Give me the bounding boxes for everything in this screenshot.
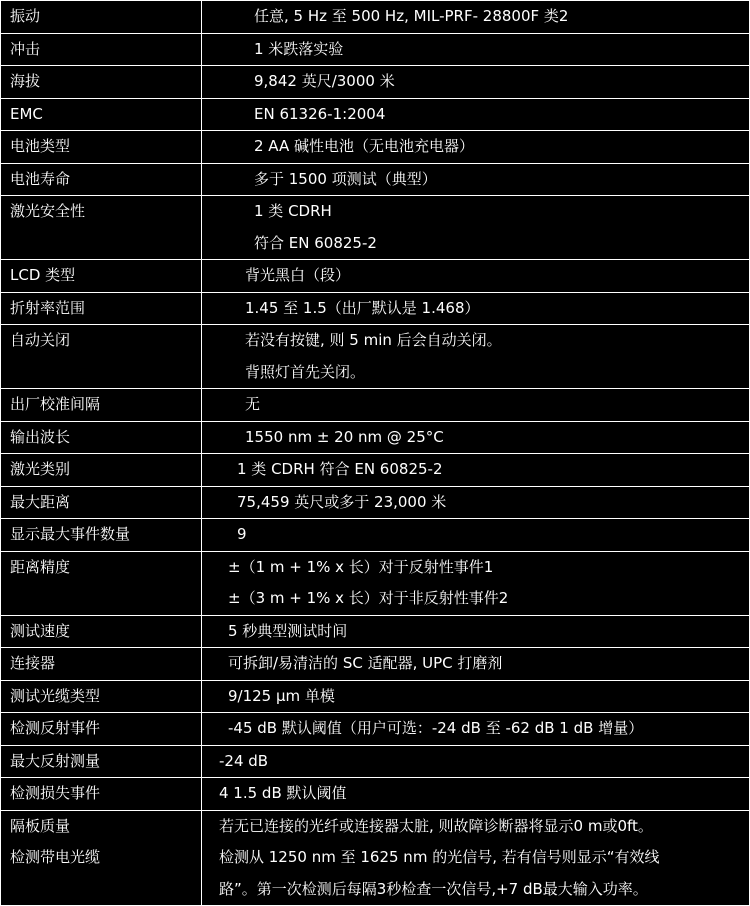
spec-label: 测试光缆类型 bbox=[10, 686, 101, 705]
spec-label: 冲击 bbox=[10, 39, 41, 58]
spec-row bbox=[1, 615, 750, 648]
spec-value: ±（1 m + 1% x 长）对于反射性事件1 bbox=[228, 557, 494, 576]
spec-value: 2 AA 碱性电池（无电池充电器） bbox=[254, 137, 475, 155]
spec-row bbox=[1, 325, 750, 389]
spec-value: 若无已连接的光纤或连接器太脏, 则故障诊断器将显示0 m或0ft。 bbox=[219, 816, 653, 835]
spec-value-cell bbox=[202, 421, 750, 454]
spec-label-cell bbox=[1, 131, 202, 164]
spec-value-cell bbox=[202, 98, 750, 131]
spec-value: -45 dB 默认阈值（用户可选：-24 dB 至 -62 dB 1 dB 增量） bbox=[228, 719, 644, 737]
spec-label: 输出波长 bbox=[10, 427, 71, 446]
spec-value: -24 dB bbox=[219, 751, 269, 770]
spec-row bbox=[1, 454, 750, 487]
spec-value-cell bbox=[202, 648, 750, 681]
spec-row bbox=[1, 648, 750, 681]
spec-row bbox=[1, 680, 750, 713]
spec-label-cell bbox=[1, 260, 202, 293]
spec-label: 折射率范围 bbox=[10, 298, 86, 317]
spec-row bbox=[1, 163, 750, 196]
spec-value: 符合 EN 60825-2 bbox=[254, 233, 377, 252]
spec-label-cell bbox=[1, 648, 202, 681]
spec-value: 无 bbox=[245, 395, 261, 413]
spec-label: 振动 bbox=[10, 7, 41, 25]
spec-label-cell bbox=[1, 454, 202, 487]
spec-value-cell bbox=[202, 196, 750, 260]
spec-label-cell bbox=[1, 421, 202, 454]
spec-value: ±（3 m + 1% x 长）对于非反射性事件2 bbox=[228, 589, 509, 607]
spec-label: 检测带电光缆 bbox=[10, 848, 101, 866]
spec-row bbox=[1, 196, 750, 260]
spec-value: 多于 1500 项测试（典型） bbox=[254, 169, 437, 188]
spec-label-cell bbox=[1, 810, 202, 906]
spec-value: 路”。第一次检测后每隔3秒检查一次信号,+7 dB最大输入功率。 bbox=[219, 879, 648, 898]
spec-label-cell bbox=[1, 519, 202, 552]
spec-value-cell bbox=[202, 292, 750, 325]
spec-value: 5 秒典型测试时间 bbox=[228, 621, 348, 640]
spec-value-cell bbox=[202, 713, 750, 746]
spec-value-cell bbox=[202, 810, 750, 906]
spec-value-cell bbox=[202, 486, 750, 519]
spec-label-cell bbox=[1, 615, 202, 648]
spec-row bbox=[1, 745, 750, 778]
spec-value-cell bbox=[202, 680, 750, 713]
spec-row bbox=[1, 33, 750, 66]
spec-row bbox=[1, 389, 750, 422]
spec-label-cell bbox=[1, 713, 202, 746]
spec-label: LCD 类型 bbox=[10, 266, 76, 284]
spec-row bbox=[1, 131, 750, 164]
spec-label-cell bbox=[1, 1, 202, 34]
spec-label-cell bbox=[1, 163, 202, 196]
spec-value: 4 1.5 dB 默认阈值 bbox=[219, 784, 347, 802]
spec-value-cell bbox=[202, 163, 750, 196]
spec-row bbox=[1, 778, 750, 811]
spec-row bbox=[1, 551, 750, 615]
spec-row bbox=[1, 98, 750, 131]
spec-value-cell bbox=[202, 454, 750, 487]
spec-value-cell bbox=[202, 389, 750, 422]
spec-label-cell bbox=[1, 680, 202, 713]
spec-value: 9/125 µm 单模 bbox=[228, 686, 335, 705]
spec-label-cell bbox=[1, 778, 202, 811]
spec-value: 任意, 5 Hz 至 500 Hz, MIL-PRF- 28800F 类2 bbox=[254, 7, 569, 25]
spec-label: 检测反射事件 bbox=[10, 719, 101, 737]
spec-value: 背光黑白（段） bbox=[245, 266, 351, 284]
spec-label: 检测损失事件 bbox=[10, 784, 101, 802]
spec-value: 1550 nm ± 20 nm @ 25°C bbox=[245, 427, 444, 446]
spec-label-cell bbox=[1, 292, 202, 325]
spec-row bbox=[1, 260, 750, 293]
spec-value: 若没有按键, 则 5 min 后会自动关闭。 bbox=[245, 331, 502, 349]
spec-label-cell bbox=[1, 389, 202, 422]
spec-row bbox=[1, 713, 750, 746]
spec-label: 测试速度 bbox=[10, 621, 71, 640]
spec-value-cell bbox=[202, 66, 750, 99]
spec-label-cell bbox=[1, 196, 202, 260]
spec-table-body bbox=[1, 1, 750, 906]
spec-row bbox=[1, 292, 750, 325]
spec-label-cell bbox=[1, 33, 202, 66]
spec-label: 最大距离 bbox=[10, 492, 71, 511]
spec-value: EN 61326-1:2004 bbox=[254, 104, 386, 123]
spec-label: 连接器 bbox=[10, 654, 56, 672]
spec-row bbox=[1, 519, 750, 552]
spec-label-cell bbox=[1, 486, 202, 519]
spec-value-cell bbox=[202, 33, 750, 66]
spec-value: 可拆卸/易清洁的 SC 适配器, UPC 打磨剂 bbox=[228, 654, 503, 672]
spec-value: 背照灯首先关闭。 bbox=[245, 362, 366, 381]
spec-label-cell bbox=[1, 551, 202, 615]
spec-value-cell bbox=[202, 260, 750, 293]
spec-label: 海拔 bbox=[10, 72, 41, 90]
spec-label-cell bbox=[1, 66, 202, 99]
spec-value: 1 米跌落实验 bbox=[254, 39, 344, 58]
spec-label-cell bbox=[1, 98, 202, 131]
spec-value-cell bbox=[202, 551, 750, 615]
spec-label: 距离精度 bbox=[10, 557, 71, 576]
spec-value-cell bbox=[202, 519, 750, 552]
spec-label: 显示最大事件数量 bbox=[10, 525, 131, 543]
spec-value: 检测从 1250 nm 至 1625 nm 的光信号, 若有信号则显示“有效线 bbox=[219, 848, 660, 866]
spec-row bbox=[1, 486, 750, 519]
spec-row bbox=[1, 66, 750, 99]
spec-value-cell bbox=[202, 325, 750, 389]
spec-value-cell bbox=[202, 778, 750, 811]
spec-label: 激光类别 bbox=[10, 460, 71, 478]
spec-label-cell bbox=[1, 325, 202, 389]
spec-row bbox=[1, 810, 750, 906]
spec-value: 75,459 英尺或多于 23,000 米 bbox=[237, 492, 447, 511]
spec-value: 1 类 CDRH bbox=[254, 202, 332, 220]
spec-value: 9,842 英尺/3000 米 bbox=[254, 72, 395, 90]
spec-label: 电池寿命 bbox=[10, 169, 71, 188]
spec-value-cell bbox=[202, 615, 750, 648]
spec-value: 1 类 CDRH 符合 EN 60825-2 bbox=[237, 460, 443, 478]
spec-label-cell bbox=[1, 745, 202, 778]
spec-row bbox=[1, 421, 750, 454]
spec-value-cell bbox=[202, 131, 750, 164]
spec-label: 电池类型 bbox=[10, 137, 71, 155]
spec-value-cell bbox=[202, 745, 750, 778]
spec-row bbox=[1, 1, 750, 34]
spec-value: 1.45 至 1.5（出厂默认是 1.468） bbox=[245, 298, 480, 317]
spec-label: 自动关闭 bbox=[10, 331, 71, 349]
spec-label: 激光安全性 bbox=[10, 202, 86, 220]
spec-label: EMC bbox=[10, 104, 43, 123]
spec-label: 隔板质量 bbox=[10, 816, 71, 835]
spec-label: 出厂校准间隔 bbox=[10, 395, 101, 413]
spec-value: 9 bbox=[237, 525, 247, 543]
spec-value-cell bbox=[202, 1, 750, 34]
spec-label: 最大反射测量 bbox=[10, 751, 101, 770]
